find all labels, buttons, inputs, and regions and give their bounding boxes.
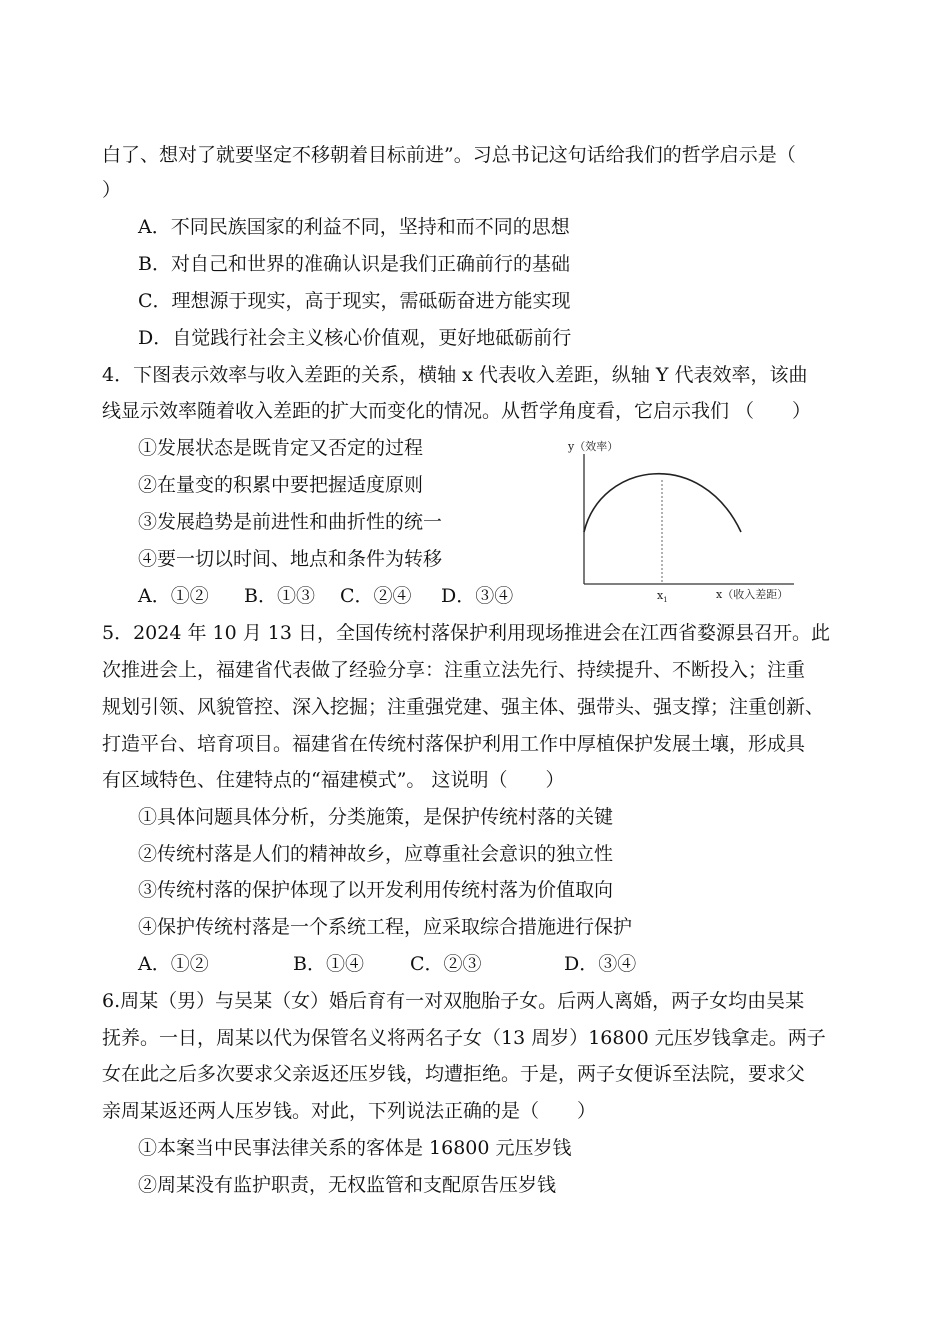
efficiency-curve (584, 474, 741, 532)
x1-tick-label (657, 589, 668, 604)
q5-stem-line-1: 5．2024 年 10 月 13 日，全国传统村落保护利用现场推进会在江西省婺源县召开。此 (102, 622, 830, 644)
q4-item-4: ④要一切以时间、地点和条件为转移 (138, 548, 443, 570)
q5-choice-d: D．③④ (564, 953, 637, 975)
q4-item-2: ②在量变的积累中要把握适度原则 (138, 474, 424, 496)
q5-choice-b: B．①④ (293, 953, 364, 975)
q5-stem-line-4: 打造平台、培育项目。福建省在传统村落保护利用工作中厚植保护发展土壤，形成具 (102, 733, 806, 755)
q5-item-4: ④保护传统村落是一个系统工程，应采取综合措施进行保护 (138, 916, 633, 938)
q6-item-1: ①本案当中民事法律关系的客体是 16800 元压岁钱 (138, 1137, 572, 1159)
q5-choice-c: C．②③ (410, 953, 482, 975)
q5-stem-line-2: 次推进会上，福建省代表做了经验分享：注重立法先行、持续提升、不断投入；注重 (102, 659, 806, 681)
q5-stem-line-5: 有区域特色、住建特点的“福建模式”。 这说明（ ） (102, 769, 565, 791)
q3-option-a: A．不同民族国家的利益不同，坚持和而不同的思想 (138, 216, 570, 238)
q4-item-1: ①发展状态是既肯定又否定的过程 (138, 437, 424, 459)
q5-choice-a: A．①② (138, 953, 209, 975)
q4-choice-d: D．③④ (441, 585, 514, 607)
q5-item-1: ①具体问题具体分析，分类施策，是保护传统村落的关键 (138, 806, 614, 828)
q5-stem-line-3: 规划引领、风貌管控、深入挖掘；注重强党建、强主体、强带头、强支撑；注重创新、 (102, 696, 825, 718)
q4-stem-line-1: 4．下图表示效率与收入差距的关系，横轴 x 代表收入差距，纵轴 Y 代表效率，该曲 (102, 364, 808, 386)
q3-stem-line-1: 白了、想对了就要坚定不移朝着目标前进”。习总书记这句话给我们的哲学启示是（ (102, 144, 796, 166)
q4-choice-b: B．①③ (244, 585, 315, 607)
efficiency-income-figure (566, 432, 806, 610)
q4-item-3: ③发展趋势是前进性和曲折性的统一 (138, 511, 443, 533)
y-axis-label: y（效率） (568, 440, 619, 453)
q4-stem-line-2: 线显示效率随着收入差距的扩大而变化的情况。从哲学角度看，它启示我们 （ ） (102, 400, 812, 422)
q4-choice-c: C．②④ (340, 585, 412, 607)
q5-item-2: ②传统村落是人们的精神故乡，应尊重社会意识的独立性 (138, 843, 614, 865)
q3-stem-line-2: ） (102, 179, 122, 201)
q4-choice-a: A．①② (138, 585, 209, 607)
q6-stem-line-2: 抚养。一日，周某以代为保管名义将两名子女（13 周岁）16800 元压岁钱拿走。两子 (102, 1027, 826, 1049)
q3-option-b: B．对自己和世界的准确认识是我们正确前行的基础 (138, 253, 570, 275)
figure-svg (566, 432, 806, 610)
x1-label: x (657, 589, 664, 602)
q3-option-c: C．理想源于现实，高于现实，需砥砺奋进方能实现 (138, 290, 571, 312)
q6-stem-line-4: 亲周某返还两人压岁钱。对此，下列说法正确的是（ ） (102, 1100, 597, 1122)
q5-item-3: ③传统村落的保护体现了以开发利用传统村落为价值取向 (138, 879, 614, 901)
x-axis-label: x（收入差距） (716, 588, 789, 601)
x1-subscript: 1 (663, 596, 668, 604)
q6-stem-line-3: 女在此之后多次要求父亲返还压岁钱，均遭拒绝。于是，两子女便诉至法院，要求父 (102, 1063, 806, 1085)
q6-item-2: ②周某没有监护职责，无权监管和支配原告压岁钱 (138, 1174, 557, 1196)
q3-option-d: D．自觉践行社会主义核心价值观，更好地砥砺前行 (138, 327, 572, 349)
q6-stem-line-1: 6.周某（男）与吴某（女）婚后育有一对双胞胎子女。后两人离婚，两子女均由吴某 (102, 990, 805, 1012)
